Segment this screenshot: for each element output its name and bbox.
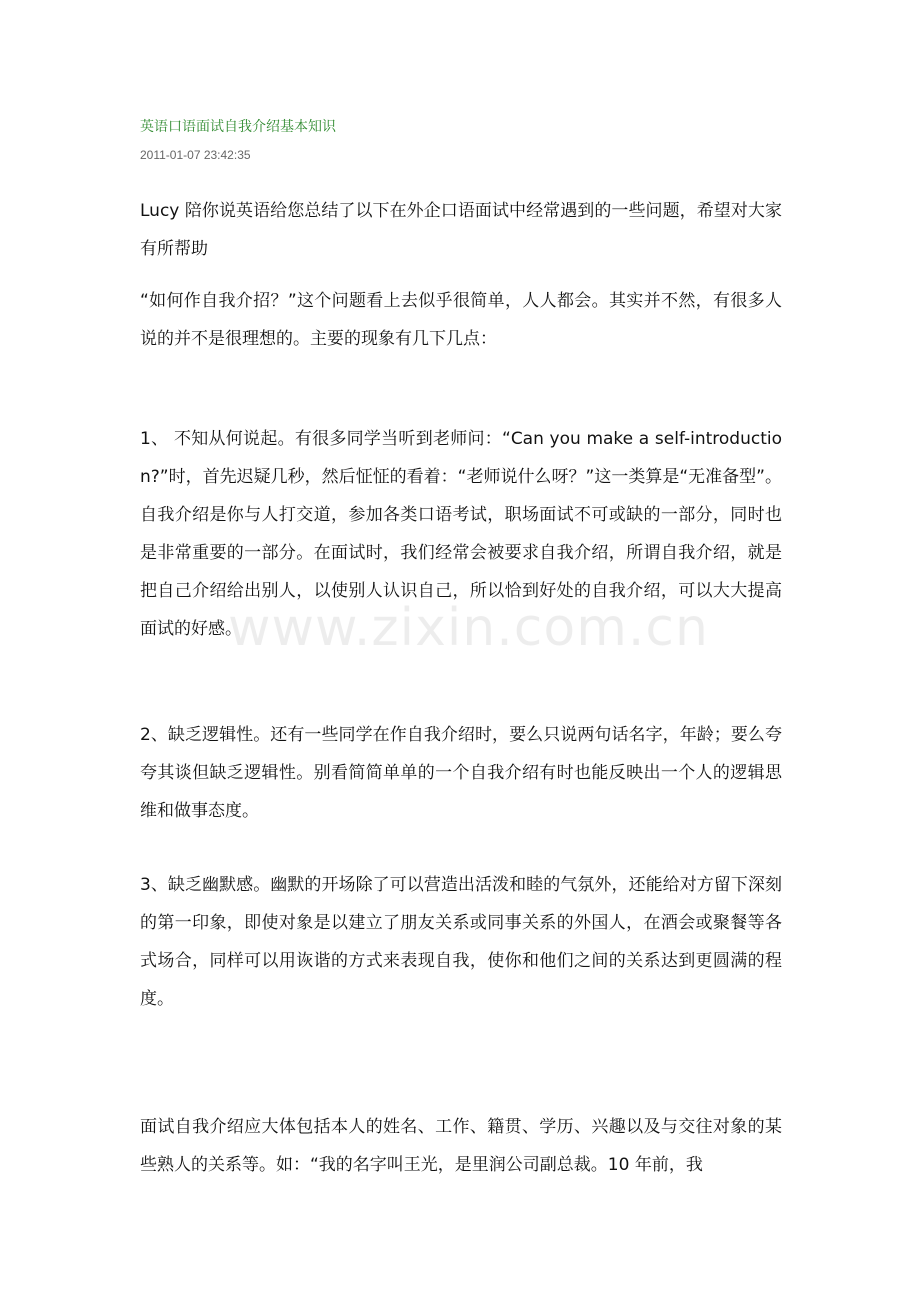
article-date: 2011-01-07 23:42:35 xyxy=(140,148,251,162)
paragraph-point-2: 2、缺乏逻辑性。还有一些同学在作自我介绍时，要么只说两句话名字，年龄；要么夸夸其谈但缺乏逻辑性。别看简简单单的一个自我介绍有时也能反映出一个人的逻辑思维和做事态度。 xyxy=(140,725,782,821)
article-title: 英语口语面试自我介绍基本知识 xyxy=(140,119,336,135)
paragraph-question: “如何作自我介招？”这个问题看上去似乎很简单，人人都会。其实并不然，有很多人说的并不是很理想的。主要的现象有几下几点： xyxy=(140,291,782,349)
paragraph-content-guide: 面试自我介绍应大体包括本人的姓名、工作、籍贯、学历、兴趣以及与交往对象的某些熟人的关系等。如：“我的名字叫王光，是里润公司副总裁。10 年前，我 xyxy=(140,1117,782,1175)
paragraph-point-3: 3、缺乏幽默感。幽默的开场除了可以营造出活泼和睦的气氛外，还能给对方留下深刻的第一印象，即使对象是以建立了朋友关系或同事关系的外国人，在酒会或聚餐等各式场合，同样可以用诙谐的方式来表现自我，使你和他们之间的关系达到更圆满的程度。 xyxy=(140,875,782,1009)
paragraph-point-1: 1、 不知从何说起。有很多同学当听到老师问：“Can you make a self-introduction?”时，首先迟疑几秒，然后怔怔的看着：“老师说什么呀？”这一类算是“无准备型”。自我介绍是你与人打交道，参加各类口语考试，职场面试不可或缺的一部分，同时也是非常重要的一部分。在面试时，我们经常会被要求自我介绍，所谓自我介绍，就是把自己介绍给出别人，以使别人认识自己，所以恰到好处的自我介绍，可以大大提高面试的好感。 xyxy=(140,429,782,639)
watermark-text: www.zixin.com.cn xyxy=(228,598,709,658)
paragraph-intro: Lucy 陪你说英语给您总结了以下在外企口语面试中经常遇到的一些问题，希望对大家有所帮助 xyxy=(140,201,782,259)
